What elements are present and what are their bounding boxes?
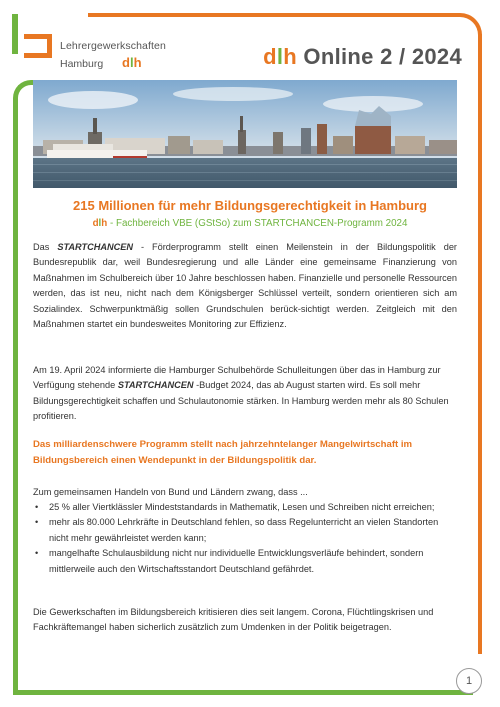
list-intro: Zum gemeinsamen Handeln von Bund und Ländern zwang, dass ...: [33, 487, 308, 497]
list-item: • mehr als 80.000 Lehrkräfte in Deutschland fehlen, so dass Regelunterricht an vielen Standorten nicht mehr gewährleistet werden kann;: [33, 515, 457, 546]
paragraph-2: Am 19. April 2024 informierte die Hamburger Schulbehörde Schulleitungen über das in Hamburg zur Verfügung stehende STARTCHANCEN -Budget 2024, das ab August starten wird. Es soll mehr Bildungsgerechtigkeit schaffen und Schulautonomie stärken. In Hamburg werden mehr als 80 Schulen profitieren.: [33, 365, 449, 422]
org-city: Hamburg: [60, 58, 104, 70]
highlight-statement: Das milliardenschwere Programm stellt nach jahrzehntelanger Mangelwirtschaft im Bildungsbereich einen Wendepunkt in der Bildungspolitik dar.: [33, 439, 413, 466]
article-headline: 215 Millionen für mehr Bildungsgerechtigkeit in Hamburg: [73, 198, 427, 213]
header-photo: [33, 80, 457, 188]
keyword-startchancen: STARTCHANCEN: [57, 242, 134, 252]
article-subhead: dlh - Fachbereich VBE (GStSo) zum STARTCHANCEN-Programm 2024: [92, 218, 408, 229]
list-item: • mangelhafte Schulausbildung nicht nur individuelle Entwicklungsverläufe behindert, sondern mittlerweile auch den Wirtschaftsstandort Deutschland gefährdet.: [33, 546, 457, 577]
frame-right-border: [478, 34, 482, 654]
org-abbr: dlh: [122, 55, 142, 70]
logo-icon: [12, 14, 54, 66]
page-number: 1: [456, 668, 482, 694]
frame-bottom-border: [13, 690, 473, 695]
issue-title: dlh Online 2 / 2024: [263, 44, 462, 69]
list-item: • 25 % aller Viertklässler Mindeststandards in Mathematik, Lesen und Schreiben nicht erreichen;: [33, 500, 457, 515]
org-name: Lehrergewerkschaften: [60, 40, 166, 52]
paragraph-1: Das STARTCHANCEN - Förderprogramm stellt einen Meilenstein in der Bildungspolitik der Bundesrepublik dar, weil Bundesregierung und alle Länder eine gemeinsame Finanzierung von Maßnahmen im Schulbereich über 10 Jahre beschlossen haben. Finanzielle und personelle Ressourcen werden, das ist neu, nicht nach dem Königsberger Schlüssel verteilt, sondern orientieren sich am Sozialindex. Schwerpunktmäßig sollen Grundschulen berück-sichtigt werden. Zeitgleich mit den Maßnahmen startet ein bundesweites Monitoring zur Effizienz.: [33, 242, 457, 330]
closing-paragraph: Die Gewerkschaften im Bildungsbereich kritisieren dies seit langem. Corona, Flüchtlingskrisen und Fachkräftemangel haben sicherlich zusätzlich zum Umdenken in der Politik beigetragen.: [33, 607, 434, 633]
keyword-startchancen: STARTCHANCEN: [117, 380, 194, 391]
bullet-list: [33, 500, 457, 577]
frame-top-border: [88, 13, 482, 35]
